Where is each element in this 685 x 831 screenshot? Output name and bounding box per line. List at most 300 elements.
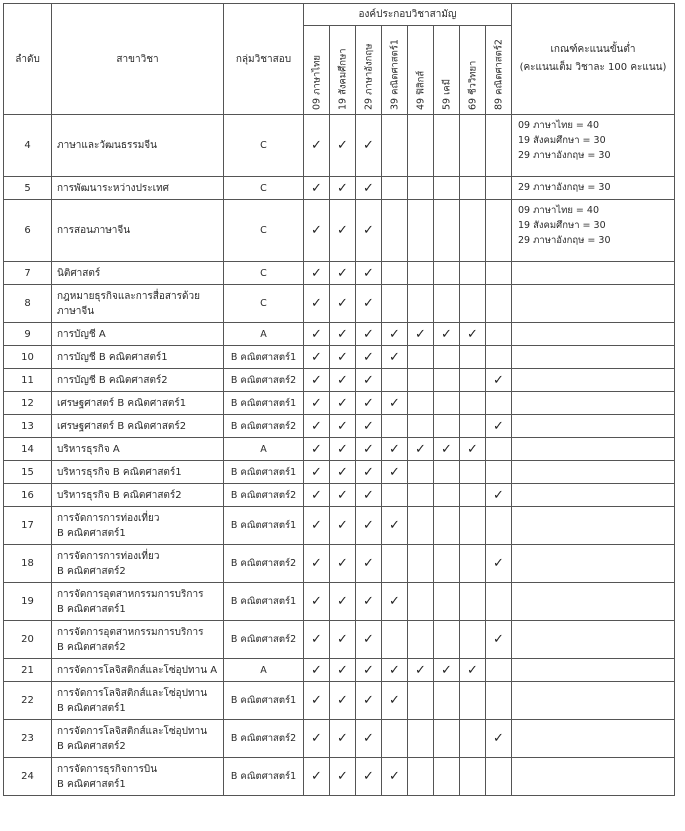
header-order: ลำดับ — [4, 4, 52, 115]
major-name-line: เศรษฐศาสตร์ B คณิตศาสตร์2 — [57, 420, 187, 432]
subject-check-cell — [486, 323, 512, 346]
row-number: 6 — [4, 200, 52, 262]
criteria-line: 09 ภาษาไทย = 40 — [518, 120, 599, 131]
major-name-line: เศรษฐศาสตร์ B คณิตศาสตร์1 — [57, 397, 187, 409]
check-mark-icon: ✓ — [363, 662, 374, 678]
check-mark-icon: ✓ — [311, 395, 322, 411]
major-cell — [52, 285, 224, 323]
subject-check-cell — [408, 438, 434, 461]
subject-check-cell — [330, 484, 356, 507]
major-cell — [52, 346, 224, 369]
subject-check-cell — [434, 369, 460, 392]
subject-check-cell — [330, 720, 356, 758]
subject-check-cell — [356, 115, 382, 177]
subject-check-cell — [356, 262, 382, 285]
table-row — [4, 115, 675, 177]
check-mark-icon: ✓ — [337, 731, 348, 746]
major-name-line: บริหารธุรกิจ B คณิตศาสตร์2 — [57, 489, 182, 501]
header-criteria-title: เกณฑ์คะแนนขั้นต่ำ — [550, 44, 636, 55]
exam-group-cell: B คณิตศาสตร์2 — [224, 720, 304, 758]
check-mark-icon: ✓ — [493, 556, 504, 571]
header-criteria — [512, 4, 675, 115]
check-mark-icon: ✓ — [441, 326, 452, 342]
subject-check-cell — [382, 392, 408, 415]
subject-check-cell — [330, 621, 356, 659]
exam-group-cell: B คณิตศาสตร์1 — [224, 682, 304, 720]
check-mark-icon: ✓ — [441, 441, 452, 457]
check-mark-icon: ✓ — [363, 223, 374, 238]
major-name-line: การจัดการโลจิสติกส์และโซ่อุปทาน A — [57, 664, 218, 676]
header-subject-label: 69 ชีววิทยา — [467, 60, 478, 110]
subject-check-cell — [460, 659, 486, 682]
check-mark-icon: ✓ — [389, 769, 400, 784]
header-subject-label: 49 ฟิสิกส์ — [415, 70, 426, 110]
table-row — [4, 285, 675, 323]
check-mark-icon: ✓ — [363, 594, 374, 609]
criteria-cell — [512, 621, 675, 659]
subject-check-cell — [486, 484, 512, 507]
subject-check-cell — [460, 682, 486, 720]
subject-check-cell — [382, 720, 408, 758]
header-subject-label: 19 สังคมศึกษา — [337, 48, 348, 110]
check-mark-icon: ✓ — [311, 594, 322, 609]
major-name-line: กฎหมายธุรกิจและการสื่อสารด้วย — [57, 290, 200, 302]
row-number: 15 — [4, 461, 52, 484]
table-row — [4, 392, 675, 415]
subject-check-cell — [330, 115, 356, 177]
subject-check-cell — [330, 177, 356, 200]
check-mark-icon: ✓ — [337, 349, 348, 365]
check-mark-icon: ✓ — [363, 464, 374, 480]
criteria-cell — [512, 438, 675, 461]
header-subject — [434, 26, 460, 115]
subject-check-cell — [434, 115, 460, 177]
row-number: 21 — [4, 659, 52, 682]
check-mark-icon: ✓ — [363, 731, 374, 746]
criteria-cell — [512, 659, 675, 682]
subject-check-cell — [382, 369, 408, 392]
subject-check-cell — [304, 323, 330, 346]
subject-check-cell — [330, 262, 356, 285]
subject-check-cell — [408, 758, 434, 796]
major-name-line: การบัญชี A — [57, 328, 106, 340]
criteria-cell — [512, 720, 675, 758]
subject-check-cell — [304, 262, 330, 285]
criteria-line: 29 ภาษาอังกฤษ = 30 — [518, 182, 611, 193]
subject-check-cell — [408, 323, 434, 346]
subject-check-cell — [330, 682, 356, 720]
check-mark-icon: ✓ — [389, 662, 400, 678]
subject-check-cell — [304, 415, 330, 438]
subject-check-cell — [460, 720, 486, 758]
subject-check-cell — [382, 484, 408, 507]
check-mark-icon: ✓ — [389, 349, 400, 365]
subject-check-cell — [382, 438, 408, 461]
criteria-line: 29 ภาษาอังกฤษ = 30 — [518, 150, 611, 161]
subject-check-cell — [408, 507, 434, 545]
major-name-line: B คณิตศาสตร์2 — [57, 740, 126, 752]
check-mark-icon: ✓ — [363, 395, 374, 411]
major-name-line: นิติศาสตร์ — [57, 267, 101, 279]
subject-check-cell — [382, 115, 408, 177]
major-cell — [52, 392, 224, 415]
major-name-line: การจัดการโลจิสติกส์และโซ่อุปทาน — [57, 687, 208, 699]
subject-check-cell — [356, 484, 382, 507]
major-cell — [52, 323, 224, 346]
subject-check-cell — [460, 415, 486, 438]
subject-check-cell — [330, 507, 356, 545]
subject-check-cell — [486, 545, 512, 583]
criteria-line: 19 สังคมศึกษา = 30 — [518, 135, 606, 146]
check-mark-icon: ✓ — [337, 326, 348, 342]
row-number: 11 — [4, 369, 52, 392]
subject-check-cell — [460, 369, 486, 392]
subject-check-cell — [330, 346, 356, 369]
major-cell — [52, 659, 224, 682]
subject-check-cell — [356, 392, 382, 415]
check-mark-icon: ✓ — [311, 769, 322, 784]
major-cell — [52, 177, 224, 200]
major-name-line: B คณิตศาสตร์2 — [57, 565, 126, 577]
check-mark-icon: ✓ — [337, 518, 348, 533]
subject-check-cell — [304, 507, 330, 545]
header-exam-group: กลุ่มวิชาสอบ — [224, 4, 304, 115]
criteria-cell — [512, 392, 675, 415]
major-name-line: B คณิตศาสตร์1 — [57, 778, 126, 790]
check-mark-icon: ✓ — [337, 395, 348, 411]
subject-check-cell — [486, 177, 512, 200]
subject-check-cell — [382, 758, 408, 796]
subject-check-cell — [382, 545, 408, 583]
check-mark-icon: ✓ — [363, 418, 374, 434]
check-mark-icon: ✓ — [415, 326, 426, 342]
check-mark-icon: ✓ — [311, 223, 322, 238]
subject-check-cell — [408, 115, 434, 177]
subject-check-cell — [460, 115, 486, 177]
table-row — [4, 461, 675, 484]
table-row — [4, 758, 675, 796]
subject-check-cell — [434, 758, 460, 796]
subject-check-cell — [486, 346, 512, 369]
exam-group-cell: B คณิตศาสตร์1 — [224, 392, 304, 415]
subject-check-cell — [304, 621, 330, 659]
major-cell — [52, 262, 224, 285]
subject-check-cell — [434, 682, 460, 720]
subject-check-cell — [382, 415, 408, 438]
subject-check-cell — [382, 285, 408, 323]
subject-check-cell — [434, 484, 460, 507]
check-mark-icon: ✓ — [311, 662, 322, 678]
table-row — [4, 177, 675, 200]
major-name-line: การจัดการธุรกิจการบิน — [57, 763, 158, 775]
subject-check-cell — [408, 200, 434, 262]
subject-check-cell — [460, 758, 486, 796]
exam-group-cell: A — [224, 659, 304, 682]
check-mark-icon: ✓ — [441, 662, 452, 678]
subject-check-cell — [304, 346, 330, 369]
check-mark-icon: ✓ — [311, 349, 322, 365]
subject-check-cell — [408, 621, 434, 659]
exam-group-cell: A — [224, 323, 304, 346]
subject-check-cell — [434, 392, 460, 415]
subject-check-cell — [356, 323, 382, 346]
check-mark-icon: ✓ — [311, 441, 322, 457]
major-cell — [52, 461, 224, 484]
subject-check-cell — [382, 200, 408, 262]
check-mark-icon: ✓ — [415, 662, 426, 678]
major-name-line: การจัดการอุตสาหกรรมการบริการ — [57, 588, 204, 600]
subject-check-cell — [434, 621, 460, 659]
check-mark-icon: ✓ — [389, 395, 400, 411]
subject-check-cell — [408, 285, 434, 323]
header-criteria-subtitle: (คะแนนเต็ม วิชาละ 100 คะแนน) — [519, 62, 667, 73]
subject-check-cell — [486, 438, 512, 461]
major-cell — [52, 115, 224, 177]
check-mark-icon: ✓ — [363, 265, 374, 281]
criteria-cell — [512, 583, 675, 621]
subject-check-cell — [304, 285, 330, 323]
row-number: 16 — [4, 484, 52, 507]
row-number: 17 — [4, 507, 52, 545]
check-mark-icon: ✓ — [363, 296, 374, 311]
exam-group-cell: B คณิตศาสตร์1 — [224, 583, 304, 621]
header-subject-label: 89 คณิตศาสตร์2 — [493, 39, 504, 110]
subject-check-cell — [382, 659, 408, 682]
exam-group-cell: B คณิตศาสตร์1 — [224, 346, 304, 369]
subject-check-cell — [382, 323, 408, 346]
subject-check-cell — [356, 720, 382, 758]
subject-check-cell — [304, 682, 330, 720]
subject-check-cell — [434, 285, 460, 323]
row-number: 5 — [4, 177, 52, 200]
major-name-line: B คณิตศาสตร์1 — [57, 603, 126, 615]
check-mark-icon: ✓ — [311, 556, 322, 571]
header-subject — [382, 26, 408, 115]
major-name-line: ภาษาจีน — [57, 305, 95, 317]
check-mark-icon: ✓ — [337, 265, 348, 281]
subject-check-cell — [486, 583, 512, 621]
check-mark-icon: ✓ — [467, 326, 478, 342]
subject-check-cell — [304, 200, 330, 262]
major-cell — [52, 720, 224, 758]
exam-group-cell: B คณิตศาสตร์2 — [224, 484, 304, 507]
major-name-line: การบัญชี B คณิตศาสตร์2 — [57, 374, 168, 386]
check-mark-icon: ✓ — [415, 441, 426, 457]
header-major: สาขาวิชา — [52, 4, 224, 115]
subject-check-cell — [356, 461, 382, 484]
subject-check-cell — [486, 758, 512, 796]
subject-check-cell — [304, 438, 330, 461]
subject-check-cell — [304, 583, 330, 621]
criteria-line: 09 ภาษาไทย = 40 — [518, 205, 599, 216]
header-components: องค์ประกอบวิชาสามัญ — [304, 4, 512, 26]
subject-check-cell — [460, 583, 486, 621]
major-cell — [52, 200, 224, 262]
subject-check-cell — [408, 177, 434, 200]
subject-check-cell — [408, 484, 434, 507]
check-mark-icon: ✓ — [363, 326, 374, 342]
check-mark-icon: ✓ — [493, 487, 504, 503]
major-name-line: บริหารธุรกิจ A — [57, 443, 120, 455]
subject-check-cell — [330, 369, 356, 392]
exam-group-cell: C — [224, 285, 304, 323]
subject-check-cell — [460, 346, 486, 369]
criteria-cell — [512, 323, 675, 346]
check-mark-icon: ✓ — [311, 464, 322, 480]
subject-check-cell — [330, 583, 356, 621]
row-number: 9 — [4, 323, 52, 346]
subject-check-cell — [434, 262, 460, 285]
table-row — [4, 369, 675, 392]
header-subject — [486, 26, 512, 115]
subject-check-cell — [434, 545, 460, 583]
major-cell — [52, 758, 224, 796]
major-name-line: การสอนภาษาจีน — [57, 225, 131, 236]
subject-check-cell — [356, 583, 382, 621]
check-mark-icon: ✓ — [363, 487, 374, 503]
subject-check-cell — [304, 720, 330, 758]
subject-check-cell — [486, 682, 512, 720]
subject-check-cell — [460, 621, 486, 659]
check-mark-icon: ✓ — [337, 223, 348, 238]
check-mark-icon: ✓ — [337, 632, 348, 647]
subject-check-cell — [382, 346, 408, 369]
subject-check-cell — [356, 200, 382, 262]
subject-check-cell — [486, 285, 512, 323]
subject-check-cell — [460, 507, 486, 545]
row-number: 19 — [4, 583, 52, 621]
subject-check-cell — [382, 507, 408, 545]
check-mark-icon: ✓ — [389, 441, 400, 457]
major-name-line: ภาษาและวัฒนธรรมจีน — [57, 140, 157, 151]
subject-check-cell — [434, 659, 460, 682]
check-mark-icon: ✓ — [363, 372, 374, 388]
major-cell — [52, 484, 224, 507]
table-row — [4, 621, 675, 659]
subject-check-cell — [460, 545, 486, 583]
subject-check-cell — [304, 369, 330, 392]
subject-check-cell — [356, 438, 382, 461]
check-mark-icon: ✓ — [363, 693, 374, 708]
subject-check-cell — [460, 285, 486, 323]
subject-check-cell — [486, 392, 512, 415]
check-mark-icon: ✓ — [311, 138, 322, 153]
header-subject — [356, 26, 382, 115]
subject-check-cell — [356, 758, 382, 796]
subject-check-cell — [356, 177, 382, 200]
row-number: 20 — [4, 621, 52, 659]
check-mark-icon: ✓ — [337, 138, 348, 153]
subject-check-cell — [382, 583, 408, 621]
check-mark-icon: ✓ — [311, 372, 322, 388]
check-mark-icon: ✓ — [363, 518, 374, 533]
exam-group-cell: B คณิตศาสตร์1 — [224, 758, 304, 796]
subject-check-cell — [304, 115, 330, 177]
row-number: 4 — [4, 115, 52, 177]
major-name-line: การจัดการการท่องเที่ยว — [57, 512, 160, 524]
subject-check-cell — [330, 200, 356, 262]
subject-check-cell — [356, 682, 382, 720]
subject-check-cell — [434, 438, 460, 461]
subject-check-cell — [408, 583, 434, 621]
criteria-cell — [512, 545, 675, 583]
check-mark-icon: ✓ — [389, 518, 400, 533]
subject-check-cell — [434, 583, 460, 621]
subject-check-cell — [460, 200, 486, 262]
row-number: 7 — [4, 262, 52, 285]
header-subject — [330, 26, 356, 115]
table-row — [4, 720, 675, 758]
subject-check-cell — [382, 177, 408, 200]
table-row — [4, 346, 675, 369]
subject-check-cell — [408, 659, 434, 682]
subject-check-cell — [408, 720, 434, 758]
row-number: 14 — [4, 438, 52, 461]
major-name-line: การจัดการการท่องเที่ยว — [57, 550, 160, 562]
header-subject-label: 39 คณิตศาสตร์1 — [389, 39, 400, 110]
subject-check-cell — [460, 438, 486, 461]
criteria-cell — [512, 285, 675, 323]
check-mark-icon: ✓ — [337, 693, 348, 708]
subject-check-cell — [330, 545, 356, 583]
admission-criteria-table — [3, 3, 675, 796]
major-name-line: การจัดการโลจิสติกส์และโซ่อุปทาน — [57, 725, 208, 737]
subject-check-cell — [356, 545, 382, 583]
exam-group-cell: C — [224, 115, 304, 177]
subject-check-cell — [330, 461, 356, 484]
exam-group-cell: B คณิตศาสตร์2 — [224, 545, 304, 583]
subject-check-cell — [486, 115, 512, 177]
check-mark-icon: ✓ — [363, 632, 374, 647]
subject-check-cell — [356, 621, 382, 659]
exam-group-cell: C — [224, 262, 304, 285]
check-mark-icon: ✓ — [337, 769, 348, 784]
table-row — [4, 545, 675, 583]
subject-check-cell — [460, 323, 486, 346]
subject-check-cell — [330, 323, 356, 346]
check-mark-icon: ✓ — [311, 731, 322, 746]
check-mark-icon: ✓ — [337, 180, 348, 196]
exam-group-cell: A — [224, 438, 304, 461]
subject-check-cell — [304, 461, 330, 484]
check-mark-icon: ✓ — [493, 731, 504, 746]
check-mark-icon: ✓ — [337, 662, 348, 678]
check-mark-icon: ✓ — [311, 180, 322, 196]
check-mark-icon: ✓ — [389, 594, 400, 609]
subject-check-cell — [304, 392, 330, 415]
major-cell — [52, 369, 224, 392]
subject-check-cell — [460, 484, 486, 507]
major-name-line: B คณิตศาสตร์2 — [57, 641, 126, 653]
exam-group-cell: B คณิตศาสตร์2 — [224, 621, 304, 659]
subject-check-cell — [330, 415, 356, 438]
check-mark-icon: ✓ — [337, 418, 348, 434]
major-cell — [52, 545, 224, 583]
check-mark-icon: ✓ — [311, 487, 322, 503]
check-mark-icon: ✓ — [311, 418, 322, 434]
major-name-line: บริหารธุรกิจ B คณิตศาสตร์1 — [57, 466, 182, 478]
subject-check-cell — [434, 720, 460, 758]
table-row — [4, 323, 675, 346]
subject-check-cell — [486, 369, 512, 392]
header-subject-label: 09 ภาษาไทย — [311, 55, 322, 110]
major-cell — [52, 583, 224, 621]
major-name-line: B คณิตศาสตร์1 — [57, 702, 126, 714]
table-row — [4, 415, 675, 438]
table-row — [4, 484, 675, 507]
subject-check-cell — [434, 177, 460, 200]
header-subject — [460, 26, 486, 115]
